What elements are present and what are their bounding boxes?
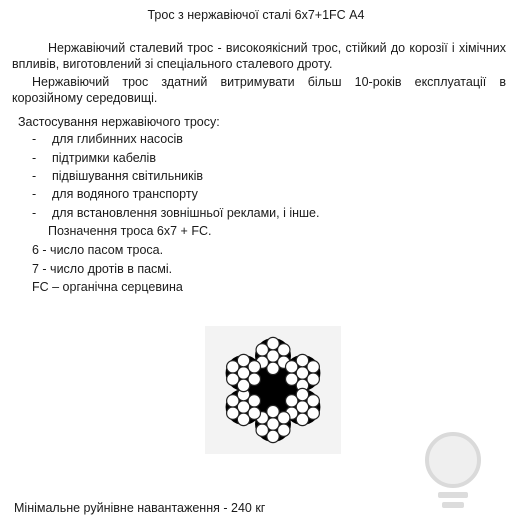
designation-wires: 7 - число дротів в пасмі. — [32, 262, 173, 276]
designation-core: FC – органічна серцевина — [32, 280, 183, 294]
list-dash: - — [32, 132, 37, 146]
wire — [278, 412, 290, 424]
designation-heading: Позначення троса 6х7 + FC. — [48, 224, 212, 238]
image-placeholder-watermark-icon — [422, 430, 484, 512]
breaking-load-text: Мінімальне руйнівне навантаження - 240 кг — [14, 501, 266, 515]
list-item-text: для глибинних насосів — [52, 132, 183, 146]
list-dash: - — [32, 206, 37, 220]
list-item-text: підтримки кабелів — [52, 151, 156, 165]
list-item-text: для встановлення зовнішньої реклами, і інше. — [52, 206, 320, 220]
wire — [286, 373, 298, 385]
list-dash: - — [32, 187, 37, 201]
wire — [237, 413, 249, 425]
wire — [278, 344, 290, 356]
list-item-text: для водяного транспорту — [52, 187, 198, 201]
wire — [256, 344, 268, 356]
page-title: Трос з нержавіючої сталі 6х7+1FC А4 — [147, 8, 365, 22]
applications-heading: Застосування нержавіючого тросу: — [18, 115, 220, 129]
wire — [278, 424, 290, 436]
list-dash: - — [32, 151, 37, 165]
wire — [256, 424, 268, 436]
rope-cross-section — [205, 326, 341, 454]
description-paragraph: Нержавіючий сталевий трос - високоякісний трос, стійкий до корозії і хімічних впливів, виготовлений зі спеціального сталевого дроту. — [12, 41, 506, 71]
rope-cross-section-diagram — [205, 326, 341, 454]
list-dash: - — [32, 169, 37, 183]
designation-strands: 6 - число пасом троса. — [32, 243, 164, 257]
wire — [227, 373, 239, 385]
wire — [248, 361, 260, 373]
durability-paragraph: Нержавіючий трос здатний витримувати більш 10-років експлуатації в корозійному середовищі. — [12, 75, 506, 105]
wire — [307, 395, 319, 407]
wire — [248, 395, 260, 407]
wire — [296, 354, 308, 366]
list-item-text: підвішування світильників — [52, 169, 203, 183]
